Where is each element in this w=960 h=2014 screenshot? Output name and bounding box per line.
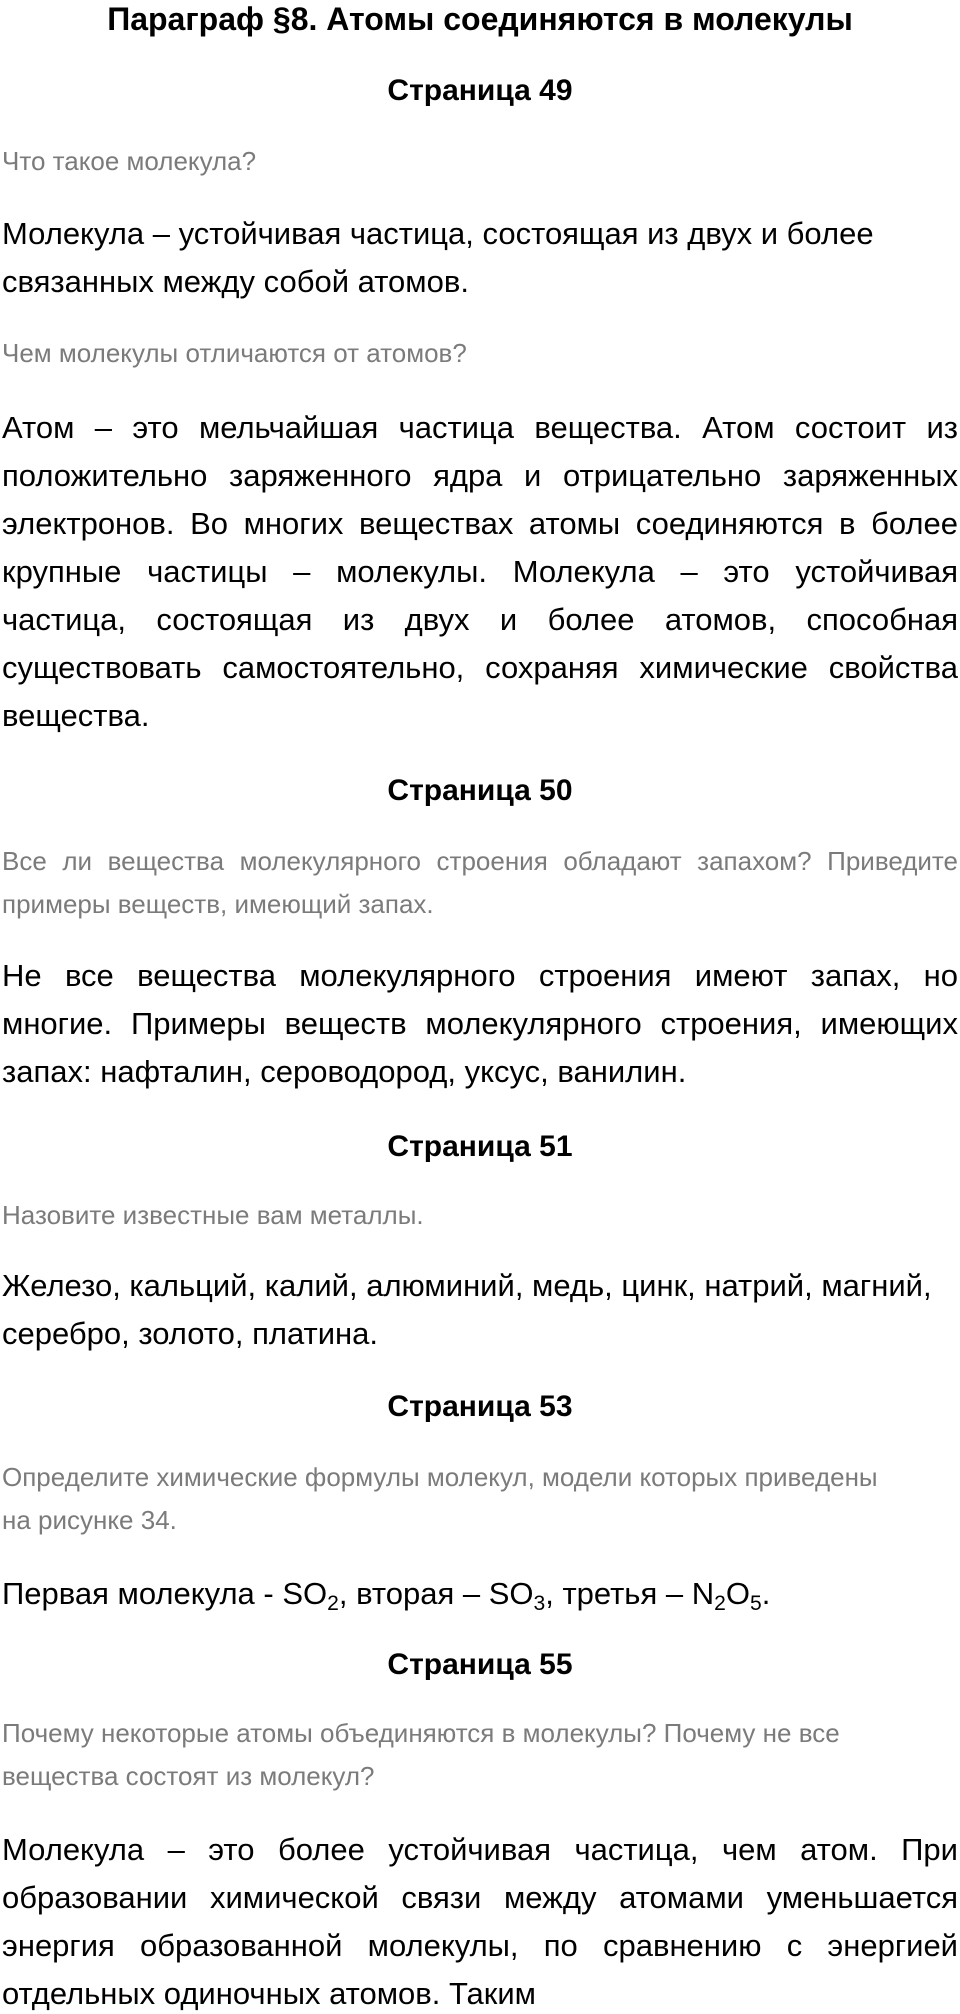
answer-formulas-sub-1: 2: [327, 1591, 339, 1615]
answer-formulas-mid-1: , вторая – SO: [338, 1576, 534, 1611]
answer-formulas-mid-2: , третья – N: [545, 1576, 715, 1611]
document-title: Параграф §8. Атомы соединяются в молекулы: [107, 1, 853, 37]
answer-formulas-sub-2: 3: [533, 1591, 546, 1615]
answer-formulas: [2, 1570, 958, 1618]
answer-formulas-sub-3: 2: [714, 1591, 726, 1615]
answer-molecule-vs-atom: Атом – это мельчайшая частица вещества. Атом состоит из положительно заряженного ядра и отрицательно заряженных электронов. Во многих веществах атомы соединяются в более крупные частицы – молекулы. Молекула – это устойчивая частица, состоящая из двух и более атомов, способная существовать самостоятельно, сохраняя химические свойства вещества.: [2, 410, 958, 733]
answer-why-molecules: Молекула – это более устойчивая частица, чем атом. При образовании химической связи между атомами уменьшается энергия образованной молекулы, по сравнению с энергией отдельных одиночных атомов. Таким: [2, 1832, 958, 2011]
question-what-is-molecule: Что такое молекула?: [2, 146, 257, 176]
answer-formulas-suffix: .: [761, 1576, 771, 1611]
question-smell: Все ли вещества молекулярного строения обладают запахом? Приведите примеры веществ, имеющий запах.: [2, 846, 958, 919]
answer-what-is-molecule: Молекула – устойчивая частица, состоящая из двух и более связанных между собой атомов.: [2, 216, 874, 299]
section-heading-page-49: Страница 49: [387, 74, 573, 107]
question-why-molecules: Почему некоторые атомы объединяются в молекулы? Почему не все вещества состоят из молекул?: [2, 1718, 840, 1791]
section-heading-page-50: Страница 50: [387, 774, 573, 807]
answer-formulas-prefix: Первая молекула - SO: [2, 1576, 328, 1611]
question-formulas: Определите химические формулы молекул, модели которых приведены на рисунке 34.: [2, 1462, 878, 1535]
answer-metals: Железо, кальций, калий, алюминий, медь, цинк, натрий, магний, серебро, золото, платина.: [2, 1268, 932, 1351]
section-heading-page-55: Страница 55: [387, 1648, 573, 1681]
question-molecule-vs-atom: Чем молекулы отличаются от атомов?: [2, 338, 467, 368]
answer-formulas-sub-4: 5: [749, 1591, 762, 1615]
question-metals: Назовите известные вам металлы.: [2, 1200, 424, 1230]
section-heading-page-53: Страница 53: [387, 1390, 573, 1423]
answer-formulas-mid-3: O: [725, 1576, 750, 1611]
answer-smell: Не все вещества молекулярного строения имеют запах, но многие. Примеры веществ молекулярного строения, имеющих запах: нафталин, сероводород, уксус, ванилин.: [2, 958, 958, 1089]
section-heading-page-51: Страница 51: [387, 1130, 573, 1163]
